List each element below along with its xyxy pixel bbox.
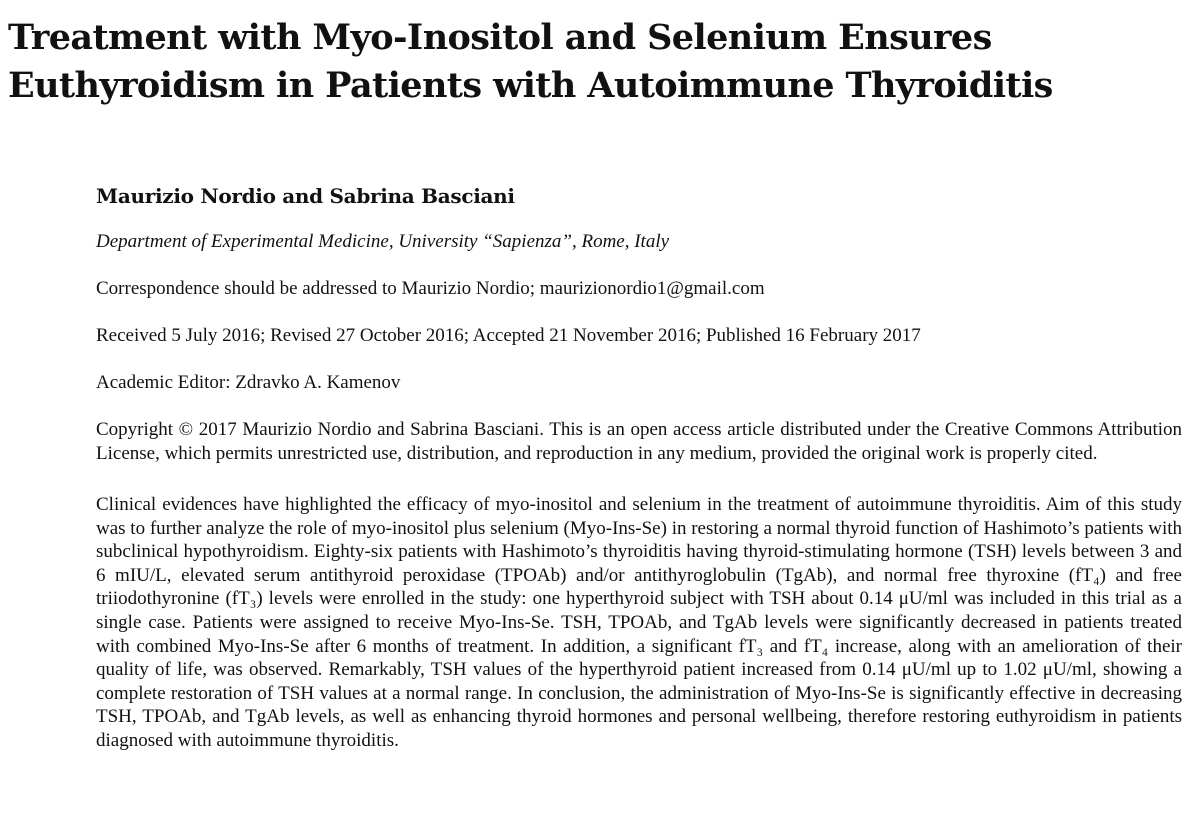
affiliation: Department of Experimental Medicine, University “Sapienza”, Rome, Italy [96, 231, 670, 252]
publication-dates: Received 5 July 2016; Revised 27 October 2016; Accepted 21 November 2016; Published 16 February 2017 [96, 325, 921, 346]
correspondence: Correspondence should be addressed to Maurizio Nordio; maurizionordio1@gmail.com [96, 278, 765, 299]
copyright-notice: Copyright © 2017 Maurizio Nordio and Sabrina Basciani. This is an open access article distributed under the Creative Commons Attribution License, which permits unrestricted use, distribution, and reproduction in any medium, provided the original work is properly cited. [96, 419, 1182, 464]
abstract: Clinical evidences have highlighted the efficacy of myo-inositol and selenium in the treatment of autoimmune thyroiditis. Aim of this study was to further analyze the role of myo-inositol plus selenium (Myo-Ins-Se) in restoring a normal thyroid function of Hashimoto’s patients with subclinical hypothyroidism. Eighty-six patients with Hashimoto’s thyroiditis having thyroid-stimulating hormone (TSH) levels between 3 and 6 mIU/L, elevated serum antithyroid peroxidase (TPOAb) and/or antithyroglobulin (TgAb), and normal free thyroxine (fT₄) and free triiodothyronine (fT₃) levels were enrolled in the study: one hyperthyroid subject with TSH about 0.14 μU/ml was included in this trial as a single case. Patients were assigned to receive Myo-Ins-Se. TSH, TPOAb, and TgAb levels were significantly decreased in patients treated with combined Myo-Ins-Se after 6 months of treatment. In addition, a significant fT₃ and fT₄ increase, along with an amelioration of their quality of life, was observed. Remarkably, TSH values of the hyperthyroid patient increased from 0.14 μU/ml up to 1.02 μU/ml, showing a complete restoration of TSH values at a normal range. In conclusion, the administration of Myo-Ins-Se is significantly effective in decreasing TSH, TPOAb, and TgAb levels, as well as enhancing thyroid hormones and personal wellbeing, therefore restoring euthyroidism in patients diagnosed with autoimmune thyroiditis. [96, 494, 1182, 751]
paper-title-line-1: Treatment with Myo-Inositol and Selenium Ensures [8, 17, 992, 58]
paper-title [8, 14, 1188, 110]
authors: Maurizio Nordio and Sabrina Basciani [96, 184, 515, 208]
academic-editor: Academic Editor: Zdravko A. Kamenov [96, 372, 401, 393]
paper-title-line-2: Euthyroidism in Patients with Autoimmune Thyroiditis [8, 65, 1053, 106]
front-matter [96, 182, 1182, 753]
